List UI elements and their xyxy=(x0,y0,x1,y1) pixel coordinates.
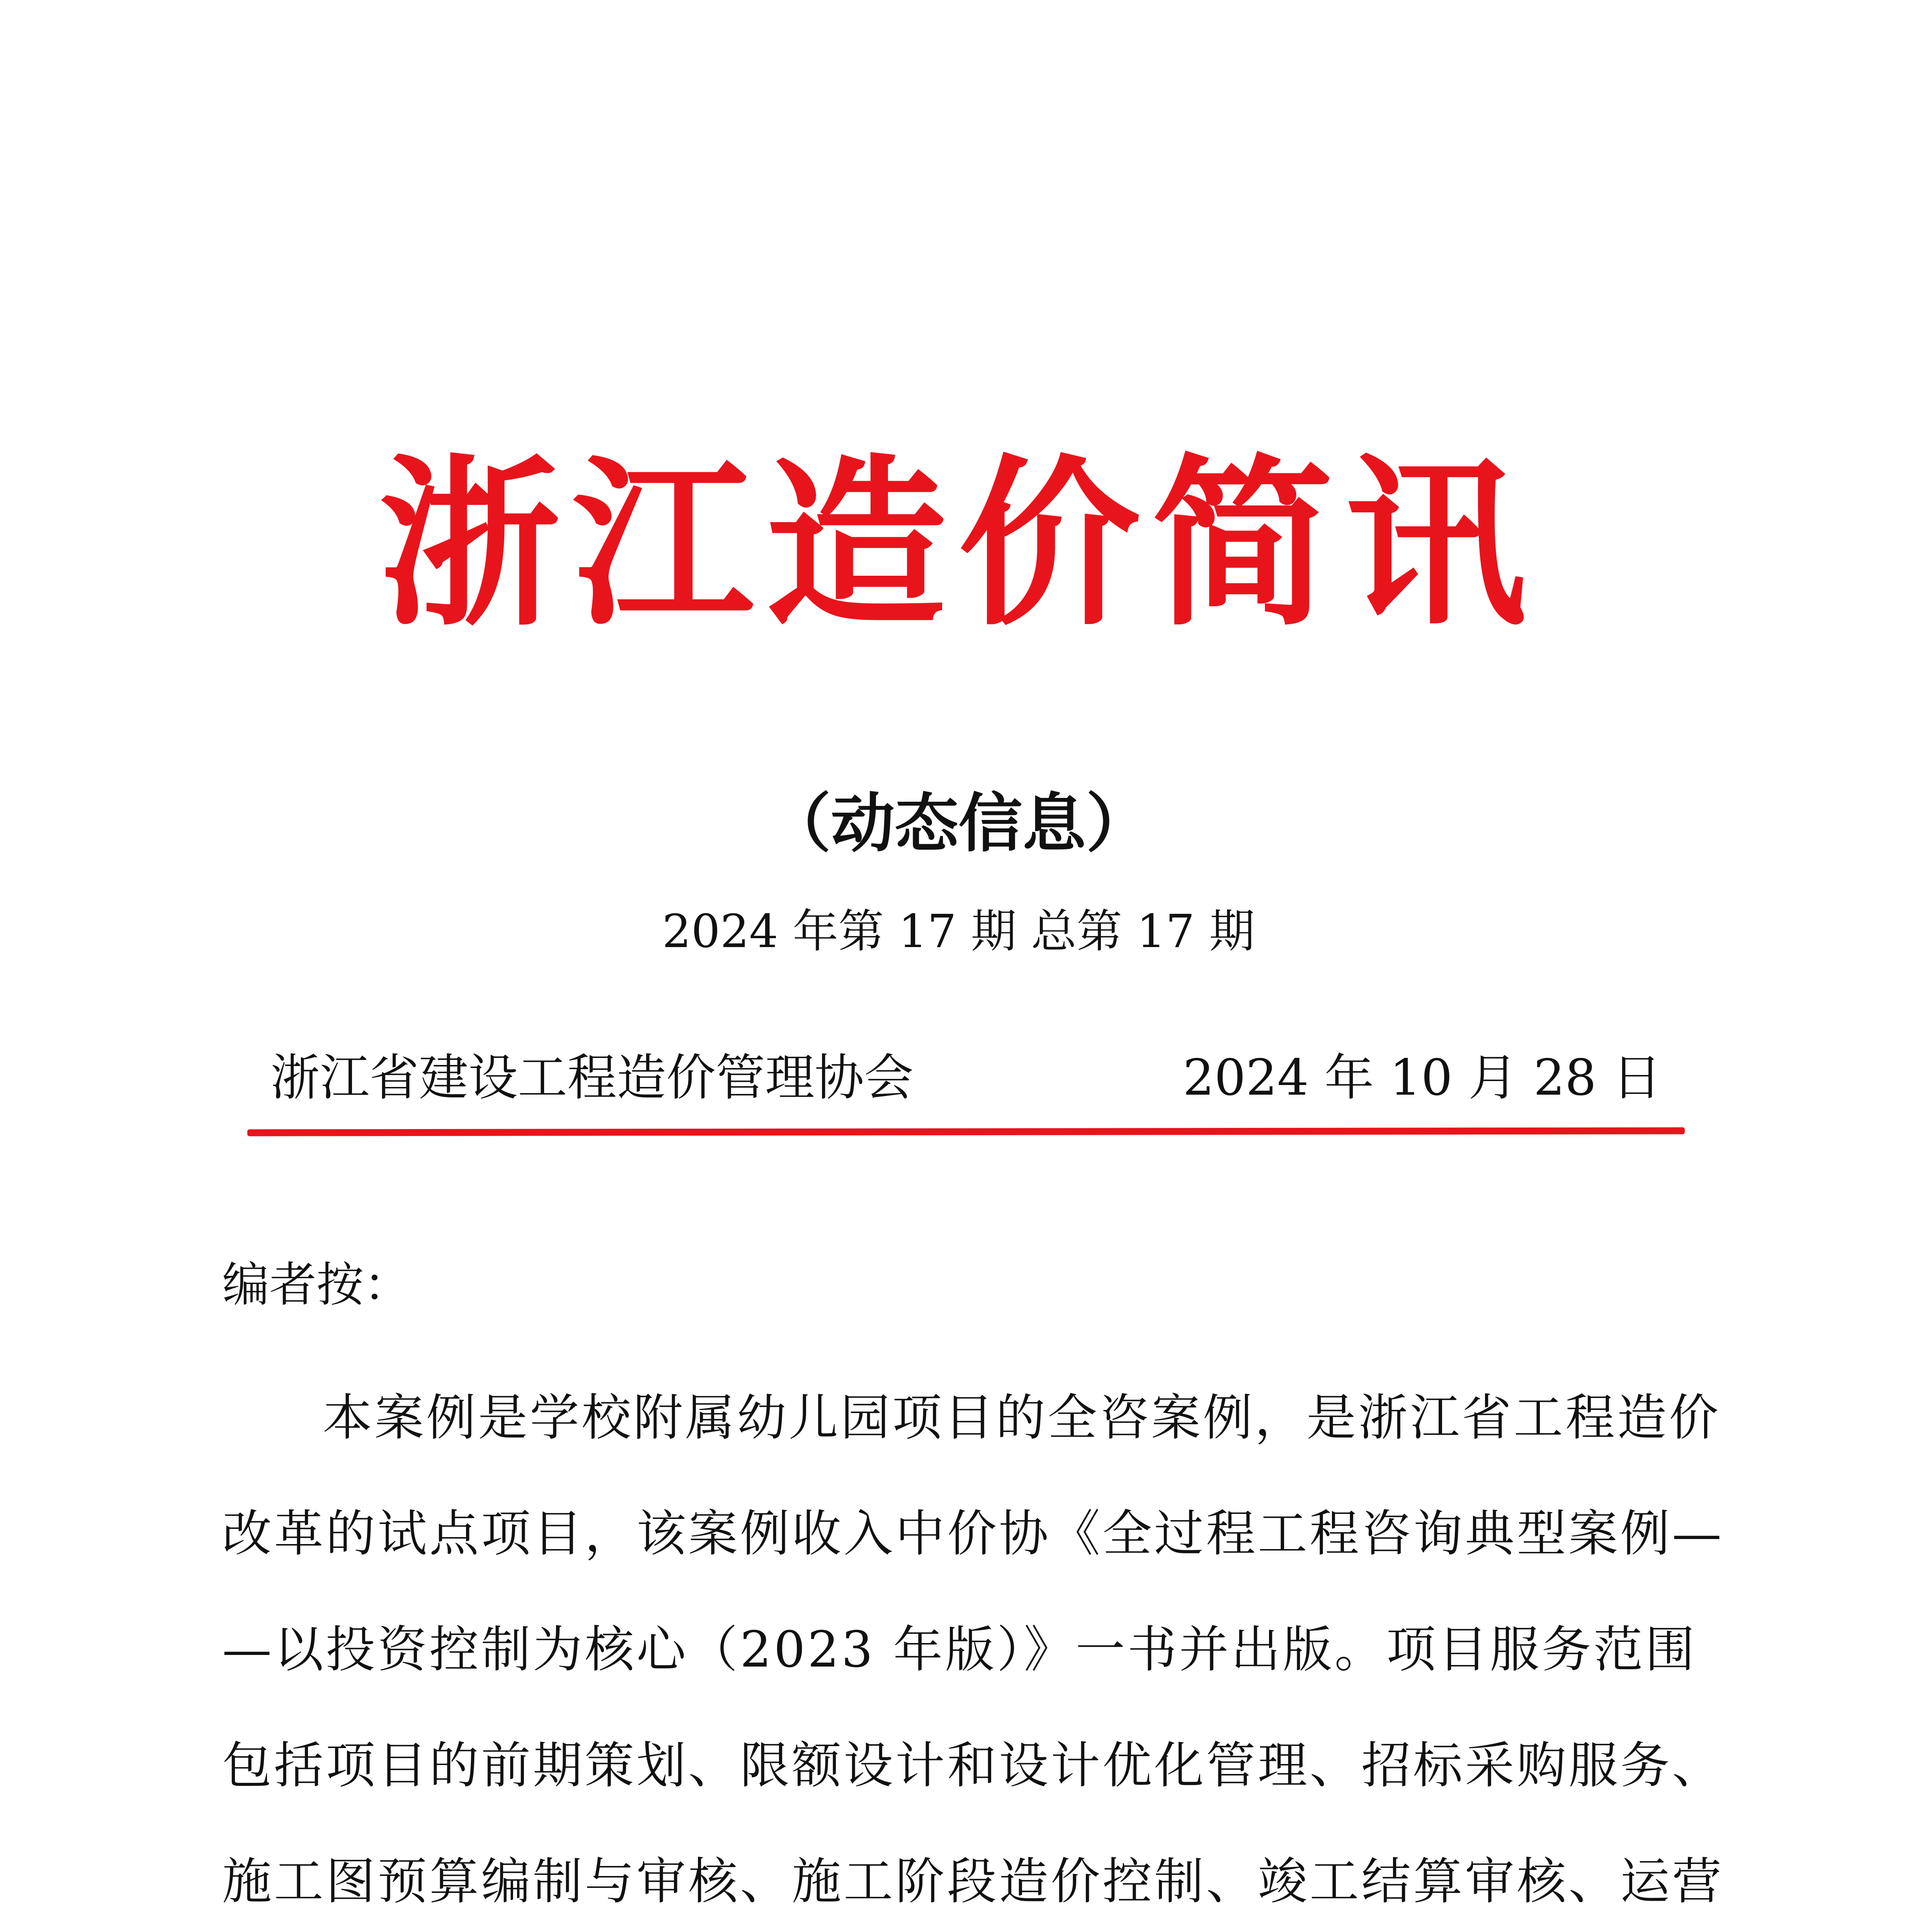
issue-date: 2024 年 10 月 28 日 xyxy=(1183,1049,1662,1107)
body-line: 包括项目的前期策划、限额设计和设计优化管理、招标采购服务、 xyxy=(222,1737,1724,1794)
body-line: 本案例是学校附属幼儿园项目的全咨案例，是浙江省工程造价 xyxy=(323,1389,1721,1447)
issuer-row xyxy=(270,1049,1662,1107)
editor-note-label: 编者按： xyxy=(222,1257,411,1312)
masthead-title: 浙江造价简讯 xyxy=(379,439,1538,650)
red-divider-rule xyxy=(247,1127,1685,1136)
body-line: —以投资控制为核心（2023 年版）》一书并出版。项目服务范围 xyxy=(222,1621,1697,1679)
issue-number: 2024 年第 17 期 总第 17 期 xyxy=(662,905,1255,958)
body-line: 施工图预算编制与审核、施工阶段造价控制、竣工结算审核、运营 xyxy=(222,1853,1724,1910)
section-subtitle: （动态信息） xyxy=(767,786,1150,861)
editor-note-body xyxy=(222,1360,1724,1932)
issuer-name: 浙江省建设工程造价管理协会 xyxy=(270,1049,914,1107)
body-line: 改革的试点项目，该案例收入中价协《全过程工程咨询典型案例— xyxy=(222,1505,1724,1563)
